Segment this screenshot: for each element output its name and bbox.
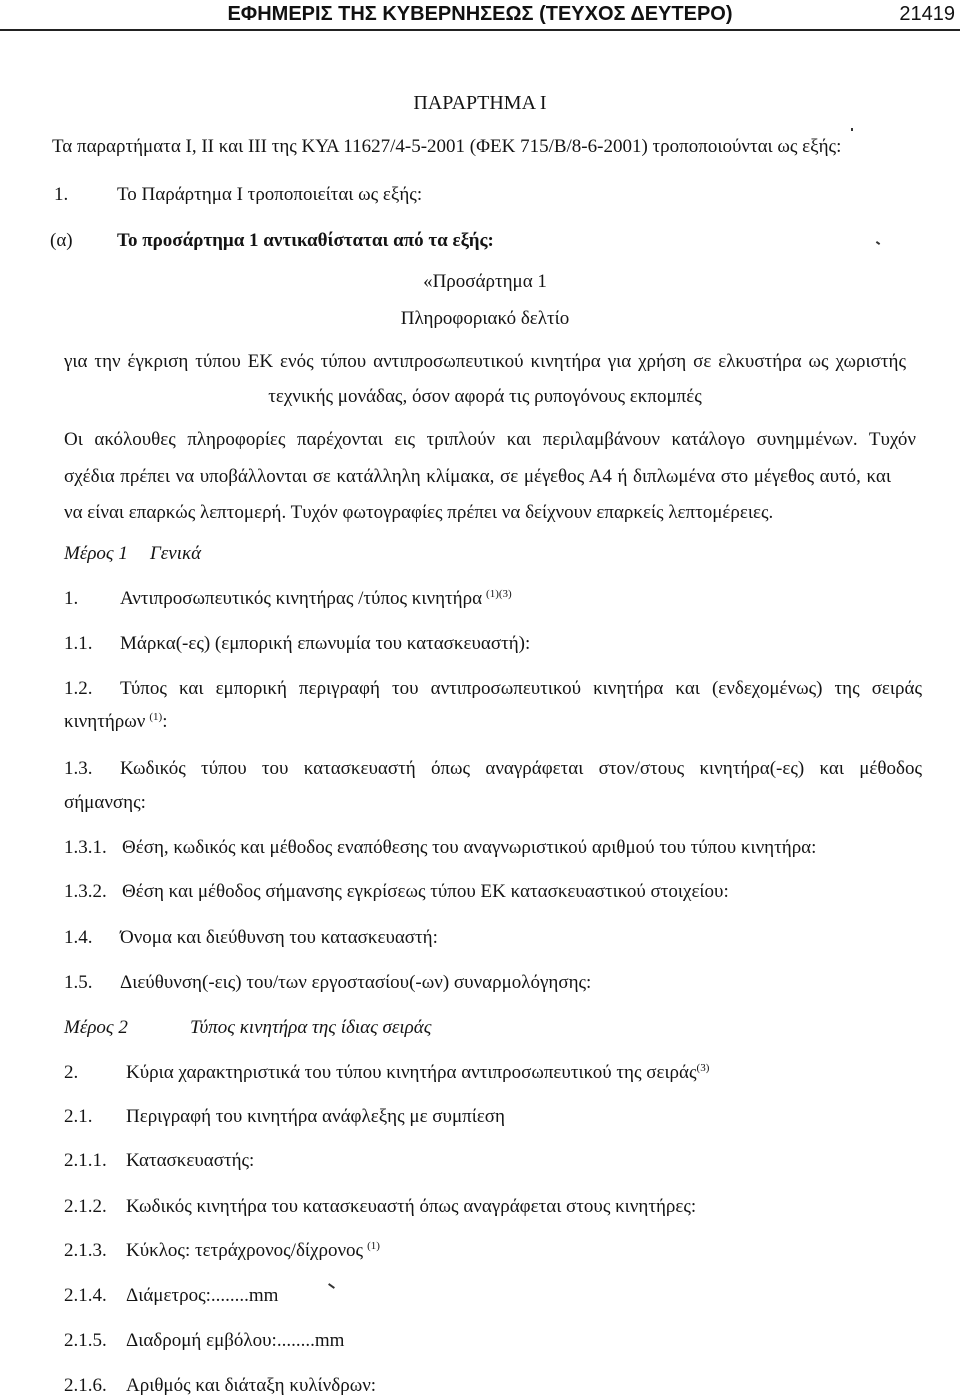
- item-text: Θέση, κωδικός και μέθοδος εναπόθεσης του αναγνωριστικού αριθμού του τύπου κινητήρα:: [122, 837, 817, 858]
- item-text-main: Κωδικός τύπου του κατασκευαστή όπως αναγράφεται στον/στους κινητήρα(-ες) και μέθοδος: [120, 758, 922, 779]
- sub-amendment-number: (α): [50, 230, 73, 251]
- item-text: Κατασκευαστής:: [126, 1150, 255, 1171]
- item-text: Μάρκα(-ες) (εμπορική επωνυμία του κατασκευαστή):: [120, 633, 531, 654]
- continuation-punctuation: :: [162, 711, 168, 732]
- item-number: 2.1.: [64, 1106, 93, 1127]
- sub-amendment-text: Το προσάρτημα 1 αντικαθίσταται από τα εξής:: [117, 230, 494, 251]
- instructions-line: να είναι επαρκώς λεπτομερή. Τυχόν φωτογραφίες πρέπει να δείχνουν επαρκείς λεπτομέρειες.: [64, 502, 774, 523]
- item-number: 2.1.4.: [64, 1285, 107, 1306]
- item-text: Θέση και μέθοδος σήμανσης εγκρίσεως τύπου ΕΚ κατασκευαστικού στοιχείου:: [122, 881, 729, 902]
- instructions-line: [64, 466, 891, 488]
- part2-label: Μέρος 2: [64, 1017, 128, 1038]
- appendix-scope-text: για την έγκριση τύπου ΕΚ ενός τύπου αντιπροσωπευτικού κινητήρα για χρήση σε ελκυστήρα ως χωριστής: [64, 351, 906, 372]
- item-text: [120, 678, 922, 700]
- appendix-scope-line: τεχνικής μονάδας, όσον αφορά τις ρυπογόνους εκπομπές: [268, 386, 702, 407]
- item-number: 2.1.2.: [64, 1196, 107, 1217]
- item-number: 2.1.1.: [64, 1150, 107, 1171]
- item-text: Διεύθυνση(-εις) του/των εργοστασίου(-ων) συναρμολόγησης:: [120, 972, 592, 993]
- item-text-main: Κύκλος: τετράχρονος/δίχρονος: [126, 1240, 364, 1261]
- item-text-continuation: [64, 711, 167, 733]
- footnote-reference: (1): [367, 1240, 380, 1252]
- item-number: 2.1.6.: [64, 1375, 107, 1396]
- item-text: Κωδικός κινητήρα του κατασκευαστή όπως αναγράφεται στους κινητήρες:: [126, 1196, 697, 1217]
- item-number: 1.1.: [64, 633, 93, 654]
- item-text: Όνομα και διεύθυνση του κατασκευαστή:: [120, 927, 438, 948]
- part2-title: Τύπος κινητήρα της ίδιας σειράς: [190, 1017, 432, 1038]
- item-text: [126, 1240, 380, 1262]
- item-number: 1.: [64, 588, 79, 609]
- part1-label: Μέρος 1: [64, 543, 128, 564]
- part1-title: Γενικά: [150, 543, 202, 564]
- amendment-text: Το Παράρτημα Ι τροποποιείται ως εξής:: [117, 184, 423, 205]
- item-number: 1.5.: [64, 972, 93, 993]
- item-text: [120, 588, 512, 610]
- item-number: 1.2.: [64, 678, 93, 699]
- footnote-reference: (1)(3): [486, 588, 512, 600]
- item-number: 1.3.: [64, 758, 93, 779]
- footnote-reference: (1): [149, 711, 163, 723]
- annex-title: ΠΑΡΑΡΤΗΜΑ Ι: [413, 92, 547, 114]
- annex-intro: Τα παραρτήματα Ι, ΙΙ και ΙΙΙ της ΚΥΑ 11627/4-5-2001 (ΦΕΚ 715/Β/8-6-2001) τροποποιούνται ως εξής:: [52, 136, 842, 157]
- continuation-text: κινητήρων: [64, 711, 146, 732]
- item-text-continuation: σήμανσης:: [64, 792, 146, 813]
- item-number: 1.3.1.: [64, 837, 107, 858]
- scan-speck: [328, 1283, 335, 1289]
- item-number: 2.1.5.: [64, 1330, 107, 1351]
- page-number: 21419: [899, 3, 955, 25]
- instructions-text: σχέδια πρέπει να υποβάλλονται σε κατάλληλη κλίμακα, σε μέγεθος Α4 ή διπλωμένα στο μέγεθος αυτό, και: [64, 466, 891, 487]
- instructions-text: Οι ακόλουθες πληροφορίες παρέχονται εις τριπλούν και περιλαμβάνουν κατάλογο συνημμένων. Τυχόν: [64, 429, 916, 450]
- item-text: Διαδρομή εμβόλου:........mm: [126, 1330, 345, 1351]
- item-number: 1.3.2.: [64, 881, 107, 902]
- footnote-reference: (3): [696, 1062, 710, 1074]
- item-text: [120, 758, 922, 780]
- scan-speck: [876, 241, 880, 245]
- scan-speck: [851, 128, 853, 131]
- appendix-title: «Προσάρτημα 1: [423, 271, 547, 292]
- item-text: Διάμετρος:........mm: [126, 1285, 279, 1306]
- instructions-line: [64, 429, 916, 451]
- header-rule: [0, 29, 960, 31]
- item-text-main: Αντιπροσωπευτικός κινητήρας /τύπος κινητήρα: [120, 588, 483, 609]
- amendment-number: 1.: [54, 184, 69, 205]
- item-text-main: Κύρια χαρακτηριστικά του τύπου κινητήρα αντιπροσωπευτικού της σειράς: [126, 1062, 697, 1083]
- item-number: 2.1.3.: [64, 1240, 107, 1261]
- appendix-subtitle: Πληροφοριακό δελτίο: [400, 308, 570, 329]
- gazette-header-title: ΕΦΗΜΕΡΙΣ ΤΗΣ ΚΥΒΕΡΝΗΣΕΩΣ (ΤΕΥΧΟΣ ΔΕΥΤΕΡΟ): [227, 3, 733, 25]
- item-number: 2.: [64, 1062, 79, 1083]
- item-text: Περιγραφή του κινητήρα ανάφλεξης με συμπίεση: [126, 1106, 505, 1127]
- item-text: [126, 1062, 709, 1084]
- appendix-scope-line: [64, 351, 906, 373]
- item-text: Αριθμός και διάταξη κυλίνδρων:: [126, 1375, 377, 1396]
- item-number: 1.4.: [64, 927, 93, 948]
- item-text-main: Τύπος και εμπορική περιγραφή του αντιπροσωπευτικού κινητήρα και (ενδεχομένως) της σειράς: [120, 678, 922, 699]
